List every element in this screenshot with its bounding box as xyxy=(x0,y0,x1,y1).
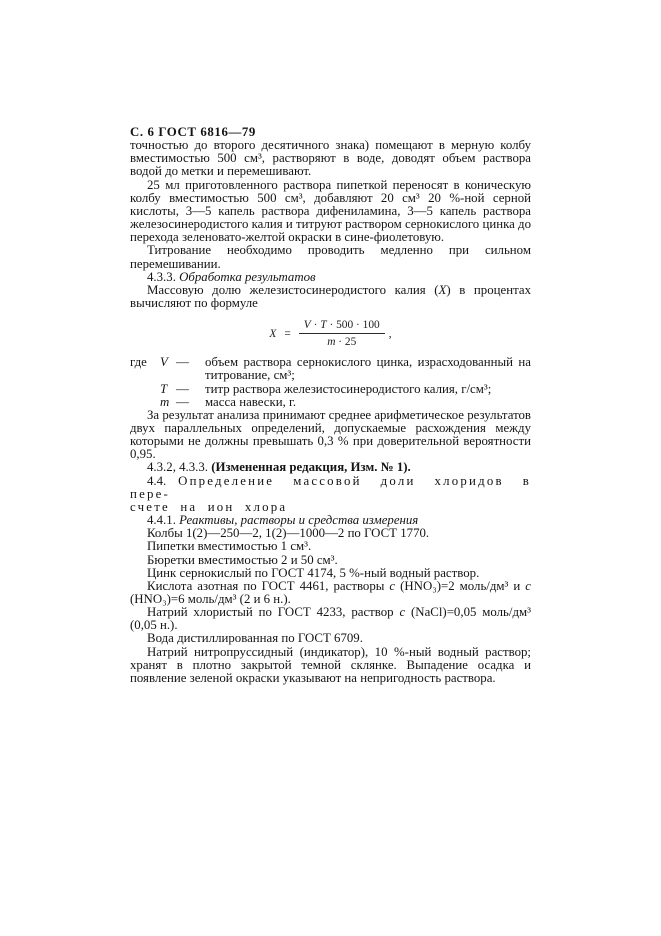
variable-v: V xyxy=(160,355,168,370)
reagent-item-burettes: Бюретки вместимостью 2 и 50 см³. xyxy=(147,552,338,567)
reagent-text: Натрий хлористый по ГОСТ 4233, раствор xyxy=(147,605,400,620)
dash: — xyxy=(176,394,189,409)
fraction-numerator xyxy=(299,319,385,334)
mass-fraction-text-a: Массовую долю железистосинеродистого калия ( xyxy=(147,282,439,297)
denominator-constants: · 25 xyxy=(335,336,357,349)
variable-m: m xyxy=(160,394,170,409)
reagent-text: (NaCl)=0,05 моль/дм³ (0,05 н.). xyxy=(130,605,531,633)
fraction-denominator xyxy=(299,334,385,348)
numerator-constants: · 500 · 100 xyxy=(326,319,380,332)
section-title: Обработка результатов xyxy=(179,269,316,284)
reagent-item-flasks: Колбы 1(2)—250—2, 1(2)—1000—2 по ГОСТ 1770. xyxy=(147,526,430,541)
dash: — xyxy=(176,355,189,370)
section-number: 4.4.1. xyxy=(147,513,180,528)
where-label: где xyxy=(130,355,147,370)
reagent-item-indicator: Натрий нитропруссидный (индикатор), 10 %-ный водный раствор; хранят в плотно закрытой темной склянке. Выпадение осадка и появление зеленой окраски указывают на непригодность раствора. xyxy=(130,644,531,685)
concentration-symbol: c xyxy=(525,578,531,593)
mass-fraction-paragraph xyxy=(130,284,531,310)
section-title: Реактивы, растворы и средства измерения xyxy=(179,513,419,528)
concentration-symbol: c xyxy=(399,605,406,620)
amendment-note: (Измененная редакция, Изм. № 1). xyxy=(211,460,411,475)
section-title-line2: счете на ион хлора xyxy=(130,499,288,514)
mass-fraction-text-b: ) в процентах вычисляют по формуле xyxy=(130,282,531,311)
amendment-numbers: 4.3.2, 4.3.3. xyxy=(147,460,212,475)
legend-desc: объем раствора сернокислого цинка, израсходованный на титрование, см³; xyxy=(205,355,531,383)
reagent-item-sodium-chloride xyxy=(130,606,531,632)
legend-spacer xyxy=(130,383,160,396)
reagent-item-pipettes: Пипетки вместимостью 1 см³. xyxy=(147,539,312,554)
formula-comma: , xyxy=(388,327,392,340)
legend-desc: масса навески, г. xyxy=(205,394,297,409)
legend-spacer xyxy=(130,396,160,409)
variable-v: V xyxy=(303,319,311,332)
text-block xyxy=(130,126,531,685)
variable-m: m xyxy=(327,336,336,349)
fraction xyxy=(299,319,385,348)
section-4-4-heading xyxy=(130,475,531,514)
dash: — xyxy=(176,381,189,396)
variable-x: X xyxy=(438,282,447,297)
formula-lhs: X xyxy=(269,327,277,340)
reagent-item-nitric-acid xyxy=(130,580,531,606)
concentration-symbol: c xyxy=(389,578,396,593)
legend-term xyxy=(160,356,205,382)
reagent-item-zinc: Цинк сернокислый по ГОСТ 4174, 5 %-ный водный раствор. xyxy=(147,565,480,580)
section-number: 4.3.3. xyxy=(147,269,180,284)
reagent-text: (HNO₃)=2 моль/дм³ и xyxy=(395,578,526,593)
page-header: С. 6 ГОСТ 6816—79 xyxy=(130,125,256,139)
reagent-text: Кислота азотная по ГОСТ 4461, растворы xyxy=(147,578,390,593)
result-paragraph: За результат анализа принимают среднее арифметическое результатов двух параллельных определений, допускаемые расхождения между которыми не должны превышать 0,3 % при доверительной вероятности 0,95. xyxy=(130,407,531,462)
procedure-paragraph: 25 мл приготовленного раствора пипеткой переносят в коническую колбу вместимостью 500 см³, добавляют 20 см³ 20 %-ной серной кислоты, 3—5 капель раствора дифениламина, 3—5 капель раствора железосинеродистого калия и титруют раствором сернокислого цинка до перехода зеленовато-желтой окраски в сине-фиолетовую. xyxy=(130,177,531,245)
section-number: 4.4. xyxy=(147,473,179,488)
multiply-dot: · xyxy=(310,319,321,332)
where-clause xyxy=(130,356,531,409)
legend-desc: титр раствора железистосинеродистого калия, г/см³; xyxy=(205,381,492,396)
formula xyxy=(130,319,531,348)
variable-t: T xyxy=(320,319,327,332)
reagent-text: (HNO₃)=6 моль/дм³ (2 и 6 н.). xyxy=(130,592,291,606)
stirring-note-paragraph: Титрование необходимо проводить медленно при сильном перемешивании. xyxy=(130,243,531,271)
section-title-line1: Определение массовой доли хлоридов в пере- xyxy=(130,473,531,501)
reagent-item-water: Вода дистиллированная по ГОСТ 6709. xyxy=(147,631,363,646)
equals-sign: = xyxy=(284,327,291,340)
legend-term xyxy=(160,396,205,409)
intro-paragraph: точностью до второго десятичного знака) помещают в мерную колбу вместимостью 500 см³, растворяют в воде, доводят объем раствора водой до метки и перемешивают. xyxy=(130,138,531,179)
variable-t: T xyxy=(160,381,168,396)
